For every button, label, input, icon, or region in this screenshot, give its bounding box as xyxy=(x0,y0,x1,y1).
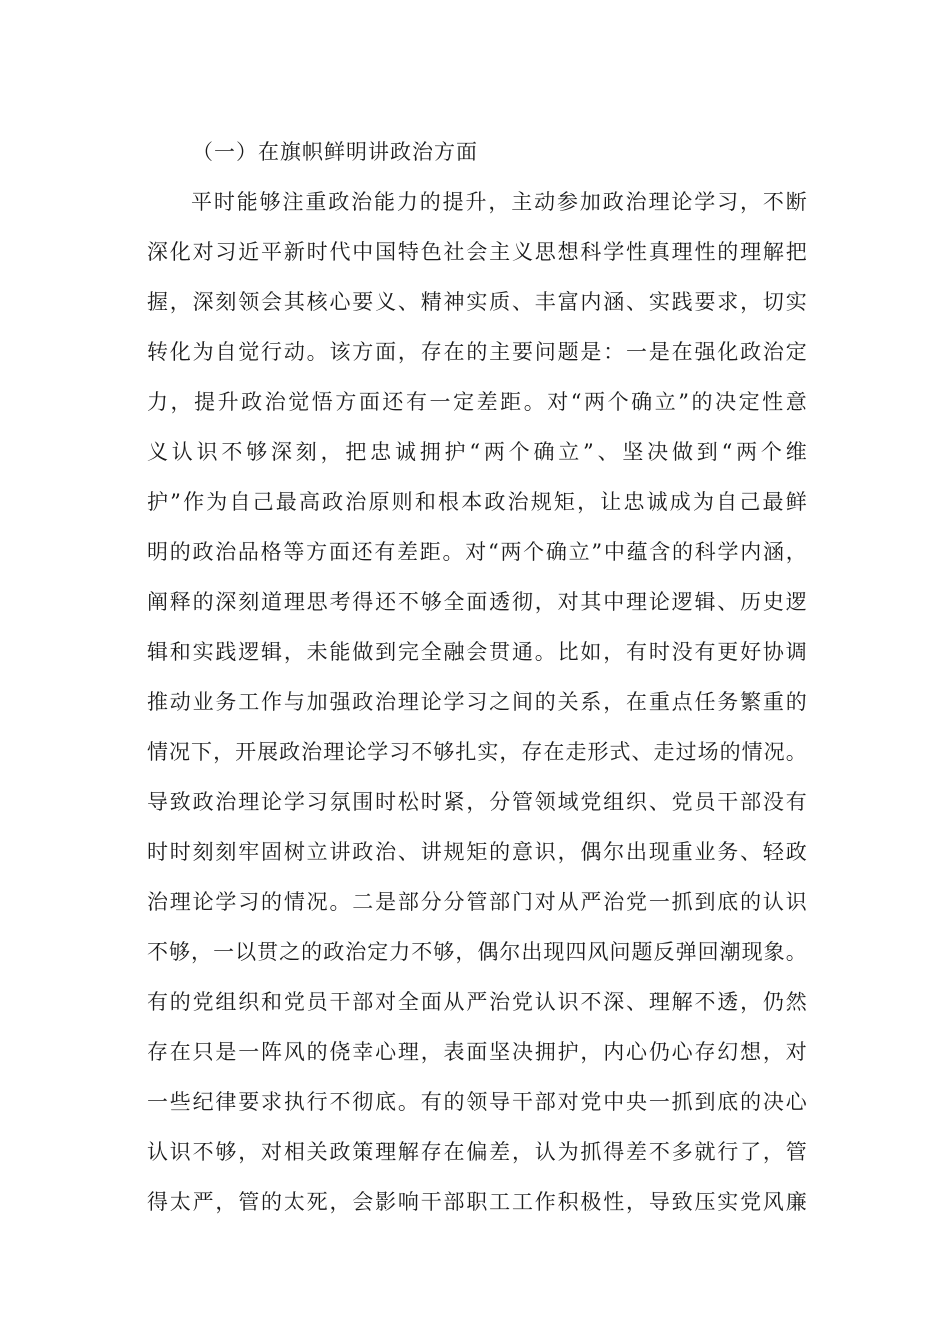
paragraph-line: 阐释的深刻道理思考得还不够全面透彻，对其中理论逻辑、历史逻 xyxy=(147,590,807,614)
paragraph-line: 有的党组织和党员干部对全面从严治党认识不深、理解不透，仍然 xyxy=(147,990,807,1014)
paragraph-line: 辑和实践逻辑，未能做到完全融会贯通。比如，有时没有更好协调 xyxy=(147,640,807,664)
paragraph-line: 存在只是一阵风的侥幸心理，表面坚决拥护，内心仍心存幻想，对 xyxy=(147,1040,807,1064)
paragraph-line: 认识不够，对相关政策理解存在偏差，认为抓得差不多就行了，管 xyxy=(147,1140,807,1164)
paragraph-line: 不够，一以贯之的政治定力不够，偶尔出现四风问题反弹回潮现象。 xyxy=(147,940,807,964)
paragraph-line: 明的政治品格等方面还有差距。对“两个确立”中蕴含的科学内涵， xyxy=(147,540,807,564)
paragraph-line: 时时刻刻牢固树立讲政治、讲规矩的意识，偶尔出现重业务、轻政 xyxy=(147,840,807,864)
paragraph-line: 力，提升政治觉悟方面还有一定差距。对“两个确立”的决定性意 xyxy=(147,390,807,414)
paragraph-line: 导致政治理论学习氛围时松时紧，分管领域党组织、党员干部没有 xyxy=(147,790,807,814)
paragraph-line: 治理论学习的情况。二是部分分管部门对从严治党一抓到底的认识 xyxy=(147,890,807,914)
paragraph-line: 平时能够注重政治能力的提升，主动参加政治理论学习，不断 xyxy=(191,190,807,214)
section-heading: （一）在旗帜鲜明讲政治方面 xyxy=(192,140,478,164)
paragraph-line: 推动业务工作与加强政治理论学习之间的关系，在重点任务繁重的 xyxy=(147,690,807,714)
paragraph-line: 深化对习近平新时代中国特色社会主义思想科学性真理性的理解把 xyxy=(147,240,807,264)
paragraph-line: 情况下，开展政治理论学习不够扎实，存在走形式、走过场的情况。 xyxy=(147,740,807,764)
paragraph-line: 握，深刻领会其核心要义、精神实质、丰富内涵、实践要求，切实 xyxy=(147,290,807,314)
paragraph-line: 得太严，管的太死，会影响干部职工工作积极性，导致压实党风廉 xyxy=(147,1190,807,1214)
paragraph-line: 护”作为自己最高政治原则和根本政治规矩，让忠诚成为自己最鲜 xyxy=(147,490,807,514)
paragraph-line: 义认识不够深刻，把忠诚拥护“两个确立”、坚决做到“两个维 xyxy=(147,440,807,464)
body-paragraph xyxy=(147,184,807,1234)
paragraph-line: 一些纪律要求执行不彻底。有的领导干部对党中央一抓到底的决心 xyxy=(147,1090,807,1114)
paragraph-line: 转化为自觉行动。该方面，存在的主要问题是：一是在强化政治定 xyxy=(147,340,807,364)
